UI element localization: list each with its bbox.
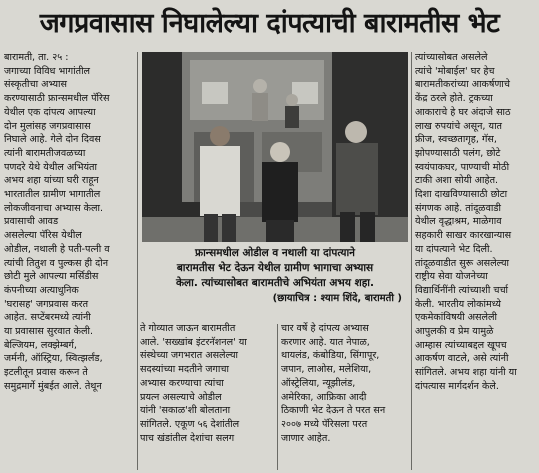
article-line: पणदरे येथे येथील अभियंता bbox=[4, 161, 98, 173]
article-line: त्यांच्यासोबत असलेले bbox=[415, 52, 488, 63]
article-line: असलेल्या पॅरिस येथील bbox=[4, 230, 82, 242]
article-line: करणार आहे. यात नेपाळ, bbox=[281, 336, 370, 348]
article-line: बारामतीकरांच्या आकर्षणाचे bbox=[415, 79, 510, 91]
article-line: थायलंड, कंबोडिया, सिंगापूर, bbox=[281, 350, 380, 362]
news-photo bbox=[142, 52, 408, 242]
article-line: 'घरासह' जगप्रवास करत bbox=[4, 298, 89, 310]
article-line: पाच खंडांतील देशांचा सलग bbox=[140, 432, 235, 444]
article-line: आले. 'सख्खांब इंटरनॅशनल' या bbox=[140, 336, 247, 348]
article-line: चार वर्षे हे दांपत्य अभ्यास bbox=[281, 323, 369, 334]
article-line: येथील एक दांपत्य आपल्या bbox=[4, 106, 96, 118]
article-column-3 bbox=[281, 322, 410, 472]
article-line: त्यांची तितुश व पुल्कस ही दोन bbox=[4, 257, 109, 269]
article-line: यांनी 'सकाळ'शी बोलताना bbox=[140, 405, 231, 417]
article-line: संगणक आहे. तांदूळवाडी bbox=[415, 202, 502, 214]
article-line: २००७ मध्ये पॅरिसला परत bbox=[281, 418, 368, 430]
article-line: अभय शहा यांच्या घरी राहून bbox=[4, 175, 99, 187]
column-divider bbox=[277, 324, 278, 470]
article-line: दिशा दाखविण्यासाठी छोटा bbox=[415, 189, 508, 201]
article-line: तांदूळवाडीत सुरू असलेल्या bbox=[415, 257, 510, 269]
article-line: ओडील, नथाली हे पती-पत्नी व bbox=[4, 243, 110, 255]
article-line: जपान, लाओस, मलेशिया, bbox=[281, 364, 372, 376]
article-line: ते गोव्यात जाऊन बारामतीत bbox=[140, 323, 236, 334]
article-line: आहेत. सप्टेंबरमध्ये त्यांनी bbox=[4, 312, 91, 324]
article-line: अमेरिका, आफ्रिका आदी bbox=[281, 391, 367, 403]
article-line: ऑस्ट्रेलिया, न्यूझीलंड, bbox=[281, 377, 356, 389]
article-line: सांगितले. एकूण ५६ देशांतील bbox=[140, 418, 240, 430]
article-column-1 bbox=[4, 51, 135, 471]
column-divider bbox=[411, 52, 412, 470]
article-line: या प्रवासास सुरवात केली. bbox=[4, 326, 94, 338]
article-line: या दांपत्याने भेट दिली. bbox=[415, 243, 493, 255]
article-line: दोन मुलांसह जगप्रवासास bbox=[4, 120, 91, 132]
headline: जगप्रवासास निघालेल्या दांपत्याची बारामतीस भेट bbox=[39, 8, 500, 39]
article-line: समुद्रमार्गे मुंबईत आले. तेथून bbox=[4, 380, 102, 392]
article-line: केंद्र ठरले होते. ट्रकच्या bbox=[415, 93, 493, 105]
article-line: जगाच्या विविध भागांतील bbox=[4, 65, 91, 77]
article-line: जाणार आहेत. bbox=[281, 432, 331, 444]
article-line: टाकी अशा सोयी आहेत. bbox=[415, 175, 499, 187]
column-divider bbox=[137, 52, 138, 470]
article-line: फ्रीज, स्वच्छतागृह, गॅस, bbox=[415, 134, 497, 146]
article-line: प्रवासाची आवड bbox=[4, 216, 59, 228]
article-line: त्यांचे 'मोबाईल' घर हेच bbox=[415, 65, 495, 77]
caption-line: फ्रान्समधील ओडील व नथाली या दांपत्याने bbox=[194, 247, 356, 259]
article-line: भारतातील ग्रामीण भागातील bbox=[4, 189, 101, 201]
article-line: केली. भारतीय लोकांमध्ये bbox=[415, 298, 501, 310]
article-line: संस्कृतीचा अभ्यास bbox=[4, 79, 68, 91]
caption-line: बारामतीस भेट देऊन येथील ग्रामीण भागाचा अभ्यास bbox=[176, 262, 374, 274]
article-line: आम्हास त्यांच्याबद्दल खूपच bbox=[415, 339, 507, 351]
article-line: कंपनीच्या अत्याधुनिक bbox=[4, 284, 79, 296]
article-line: प्रयत्न असल्याचे ओडील bbox=[140, 391, 222, 403]
article-line: स्वयंपाकघर, पाण्याची मोठी bbox=[415, 161, 510, 173]
photo-caption bbox=[142, 246, 408, 320]
article-line: विद्यार्थिनींनी त्यांच्याशी चर्चा bbox=[415, 284, 509, 296]
photo-credit: (छायाचित्र : श्याम शिंदे, बारामती ) bbox=[272, 293, 402, 304]
article-line: लोकजीवनाचा अभ्यास केला. bbox=[4, 202, 104, 214]
article-line: संस्थेच्या जगभरात असलेल्या bbox=[140, 350, 238, 362]
article-line: आकाराचे हे घर अंदाजे साठ bbox=[415, 106, 511, 118]
article-line: करण्यासाठी फ्रान्समधील पॅरिस bbox=[4, 93, 110, 105]
article-line: येथील वृद्धाश्रम, माळेगाव bbox=[415, 216, 502, 228]
article-line: झोपण्यासाठी पलंग, छोटे bbox=[415, 147, 501, 159]
article-line: बेल्जियम, लक्झेम्बर्ग, bbox=[4, 339, 77, 351]
article-line: आपुलकी व प्रेम यामुळे bbox=[415, 326, 494, 338]
article-line: सदस्यांच्या मदतीने जगाचा bbox=[140, 364, 229, 376]
article-line: ठिकाणी भेट देऊन ते परत सन bbox=[281, 405, 386, 417]
article-line: दांपत्यास मार्गदर्शन केले. bbox=[415, 380, 499, 392]
article-line: निघाले आहे. गेले दोन दिवस bbox=[4, 134, 101, 146]
article-line: अभ्यास करण्याचा त्यांचा bbox=[140, 377, 224, 389]
article-line: बारामती, ता. २५ : bbox=[4, 52, 69, 63]
article-line: आकर्षण वाटले, असे त्यांनी bbox=[415, 353, 509, 365]
article-line: जर्मनी, ऑस्ट्रिया, स्वित्झर्लंड, bbox=[4, 353, 103, 365]
article-column-4 bbox=[415, 51, 535, 471]
article-line: लाख रुपयांचे असून, यात bbox=[415, 120, 503, 132]
article-line: एकमेकांविषयी असलेली bbox=[415, 312, 498, 324]
article-line: छोटी मुले आपल्या मर्सिडीस bbox=[4, 271, 99, 283]
caption-line: केला. त्यांच्यासोबत बारामतीचे अभियंता अभय शहा. bbox=[175, 277, 374, 289]
article-column-2 bbox=[140, 322, 273, 472]
article-line: इटलीतून प्रवास करून ते bbox=[4, 367, 88, 379]
article-line: सहकारी साखर कारखान्यास bbox=[415, 230, 512, 242]
article-line: त्यांनी बारामतीजवळच्या bbox=[4, 147, 86, 159]
article-line: राष्ट्रीय सेवा योजनेच्या bbox=[415, 271, 488, 283]
article-line: सांगितले. अभय शहा यांनी या bbox=[415, 367, 517, 379]
